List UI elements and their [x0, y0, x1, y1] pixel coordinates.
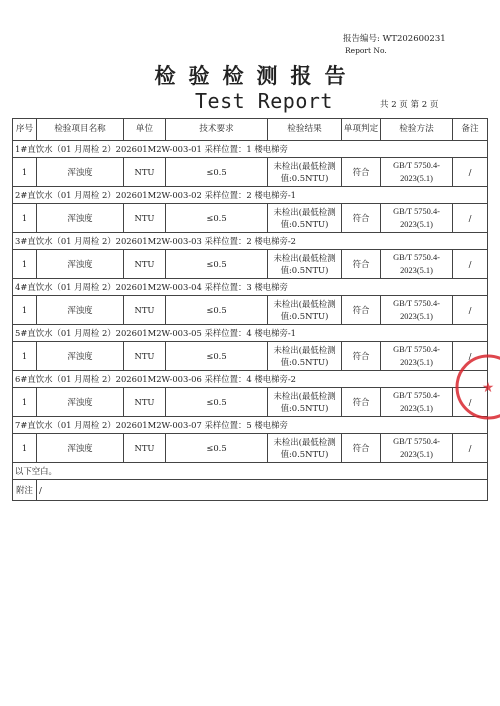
title-chinese: 检验检测报告: [154, 63, 359, 88]
col-header-no: 序号: [13, 119, 37, 141]
col-header-unit: 单位: [124, 119, 166, 141]
blank-note: 以下空白。: [13, 463, 488, 480]
results-table: [12, 118, 488, 501]
blank-note-row: [13, 463, 488, 480]
cell-requirement: ≤0.5: [166, 342, 268, 371]
table-header-row: [13, 119, 488, 141]
title-english: Test Report: [195, 89, 333, 113]
cell-method: [381, 296, 453, 325]
sample-group-title: 5#直饮水（01 月周检 2）202601M2W-003-05 采样位置：4 楼电梯旁-1: [13, 325, 488, 342]
cell-result: [268, 158, 342, 187]
cell-method: [381, 158, 453, 187]
cell-method-line2: 2023(5.1): [400, 220, 433, 229]
cell-method-line1: GB/T 5750.4-: [393, 345, 440, 354]
cell-unit: NTU: [124, 158, 166, 187]
table-row: [13, 342, 488, 371]
table-row: [13, 388, 488, 417]
page-info: 共 2 页 第 2 页: [380, 100, 439, 110]
cell-judgement: 符合: [342, 204, 381, 233]
cell-remark: /: [453, 250, 488, 279]
cell-result: [268, 342, 342, 371]
cell-result: [268, 296, 342, 325]
sample-group-title: 7#直饮水（01 月周检 2）202601M2W-003-07 采样位置：5 楼电梯旁: [13, 417, 488, 434]
remark-value: /: [37, 480, 488, 501]
cell-method-line1: GB/T 5750.4-: [393, 253, 440, 262]
cell-judgement: 符合: [342, 388, 381, 417]
cell-result-line1: 未检出(最低检测: [273, 160, 336, 171]
cell-remark: /: [453, 296, 488, 325]
cell-method-line2: 2023(5.1): [400, 404, 433, 413]
cell-result-line1: 未检出(最低检测: [273, 252, 336, 263]
cell-method-line1: GB/T 5750.4-: [393, 207, 440, 216]
remark-row: [13, 480, 488, 501]
cell-method-line2: 2023(5.1): [400, 174, 433, 183]
table-row: [13, 296, 488, 325]
cell-method-line1: GB/T 5750.4-: [393, 437, 440, 446]
sample-group-row: [13, 325, 488, 342]
table-row: [13, 158, 488, 187]
cell-result-line1: 未检出(最低检测: [273, 206, 336, 217]
remark-label: 附注: [13, 480, 37, 501]
cell-result-line2: 值:0.5NTU): [280, 219, 329, 229]
col-header-item: 检验项目名称: [37, 119, 124, 141]
col-header-result: 检验结果: [268, 119, 342, 141]
sample-group-title: 6#直饮水（01 月周检 2）202601M2W-003-06 采样位置：4 楼电梯旁-2: [13, 371, 488, 388]
cell-method-line2: 2023(5.1): [400, 358, 433, 367]
stamp-star: ★: [481, 380, 495, 396]
cell-unit: NTU: [124, 342, 166, 371]
cell-unit: NTU: [124, 388, 166, 417]
col-header-requirement: 技术要求: [166, 119, 268, 141]
cell-remark: /: [453, 434, 488, 463]
col-header-remark: 备注: [453, 119, 488, 141]
cell-no: 1: [13, 342, 37, 371]
cell-method-line1: GB/T 5750.4-: [393, 299, 440, 308]
cell-method-line1: GB/T 5750.4-: [393, 161, 440, 170]
cell-method: [381, 388, 453, 417]
table-row: [13, 434, 488, 463]
cell-no: 1: [13, 158, 37, 187]
cell-no: 1: [13, 388, 37, 417]
cell-no: 1: [13, 434, 37, 463]
cell-result-line2: 值:0.5NTU): [280, 403, 329, 413]
cell-item-name: 浑浊度: [37, 296, 124, 325]
report-number-label: 报告编号: WT202600231: [343, 34, 446, 44]
cell-result-line2: 值:0.5NTU): [280, 357, 329, 367]
sample-group-title: 4#直饮水（01 月周检 2）202601M2W-003-04 采样位置：3 楼电梯旁: [13, 279, 488, 296]
cell-result: [268, 434, 342, 463]
cell-no: 1: [13, 250, 37, 279]
sample-group-row: [13, 417, 488, 434]
sample-group-row: [13, 279, 488, 296]
cell-item-name: 浑浊度: [37, 158, 124, 187]
cell-no: 1: [13, 296, 37, 325]
report-number-en: Report No.: [345, 46, 387, 55]
cell-method: [381, 434, 453, 463]
sample-group-title: 1#直饮水（01 月周检 2）202601M2W-003-01 采样位置：1 楼电梯旁: [13, 141, 488, 158]
inspection-seal-stamp: [453, 352, 500, 422]
col-header-judgement: 单项判定: [342, 119, 381, 141]
cell-remark: /: [453, 158, 488, 187]
sample-group-title: 3#直饮水（01 月周检 2）202601M2W-003-03 采样位置：2 楼电梯旁-2: [13, 233, 488, 250]
cell-result-line1: 未检出(最低检测: [273, 298, 336, 309]
cell-item-name: 浑浊度: [37, 204, 124, 233]
sample-group-row: [13, 371, 488, 388]
cell-item-name: 浑浊度: [37, 250, 124, 279]
cell-judgement: 符合: [342, 250, 381, 279]
cell-result-line2: 值:0.5NTU): [280, 449, 329, 459]
report-number: [343, 34, 446, 56]
cell-method: [381, 204, 453, 233]
cell-judgement: 符合: [342, 158, 381, 187]
cell-result-line1: 未检出(最低检测: [273, 436, 336, 447]
cell-method-line2: 2023(5.1): [400, 312, 433, 321]
table-row: [13, 250, 488, 279]
cell-result: [268, 250, 342, 279]
sample-group-title: 2#直饮水（01 月周检 2）202601M2W-003-02 采样位置：2 楼电梯旁-1: [13, 187, 488, 204]
cell-requirement: ≤0.5: [166, 250, 268, 279]
sample-group-row: [13, 141, 488, 158]
cell-remark: /: [453, 342, 488, 371]
cell-method-line2: 2023(5.1): [400, 450, 433, 459]
sample-group-row: [13, 187, 488, 204]
table-row: [13, 204, 488, 233]
cell-result-line2: 值:0.5NTU): [280, 173, 329, 183]
cell-judgement: 符合: [342, 434, 381, 463]
cell-item-name: 浑浊度: [37, 388, 124, 417]
cell-judgement: 符合: [342, 342, 381, 371]
col-header-method: 检验方法: [381, 119, 453, 141]
cell-method-line2: 2023(5.1): [400, 266, 433, 275]
cell-method-line1: GB/T 5750.4-: [393, 391, 440, 400]
cell-unit: NTU: [124, 204, 166, 233]
cell-result-line2: 值:0.5NTU): [280, 311, 329, 321]
cell-result-line2: 值:0.5NTU): [280, 265, 329, 275]
cell-method: [381, 342, 453, 371]
cell-requirement: ≤0.5: [166, 158, 268, 187]
cell-result-line1: 未检出(最低检测: [273, 390, 336, 401]
cell-requirement: ≤0.5: [166, 204, 268, 233]
cell-unit: NTU: [124, 434, 166, 463]
cell-requirement: ≤0.5: [166, 296, 268, 325]
cell-item-name: 浑浊度: [37, 434, 124, 463]
cell-unit: NTU: [124, 296, 166, 325]
cell-requirement: ≤0.5: [166, 388, 268, 417]
cell-no: 1: [13, 204, 37, 233]
cell-remark: /: [453, 388, 488, 417]
cell-judgement: 符合: [342, 296, 381, 325]
cell-remark: /: [453, 204, 488, 233]
cell-result: [268, 204, 342, 233]
cell-method: [381, 250, 453, 279]
cell-result-line1: 未检出(最低检测: [273, 344, 336, 355]
cell-result: [268, 388, 342, 417]
cell-item-name: 浑浊度: [37, 342, 124, 371]
cell-unit: NTU: [124, 250, 166, 279]
sample-group-row: [13, 233, 488, 250]
cell-requirement: ≤0.5: [166, 434, 268, 463]
